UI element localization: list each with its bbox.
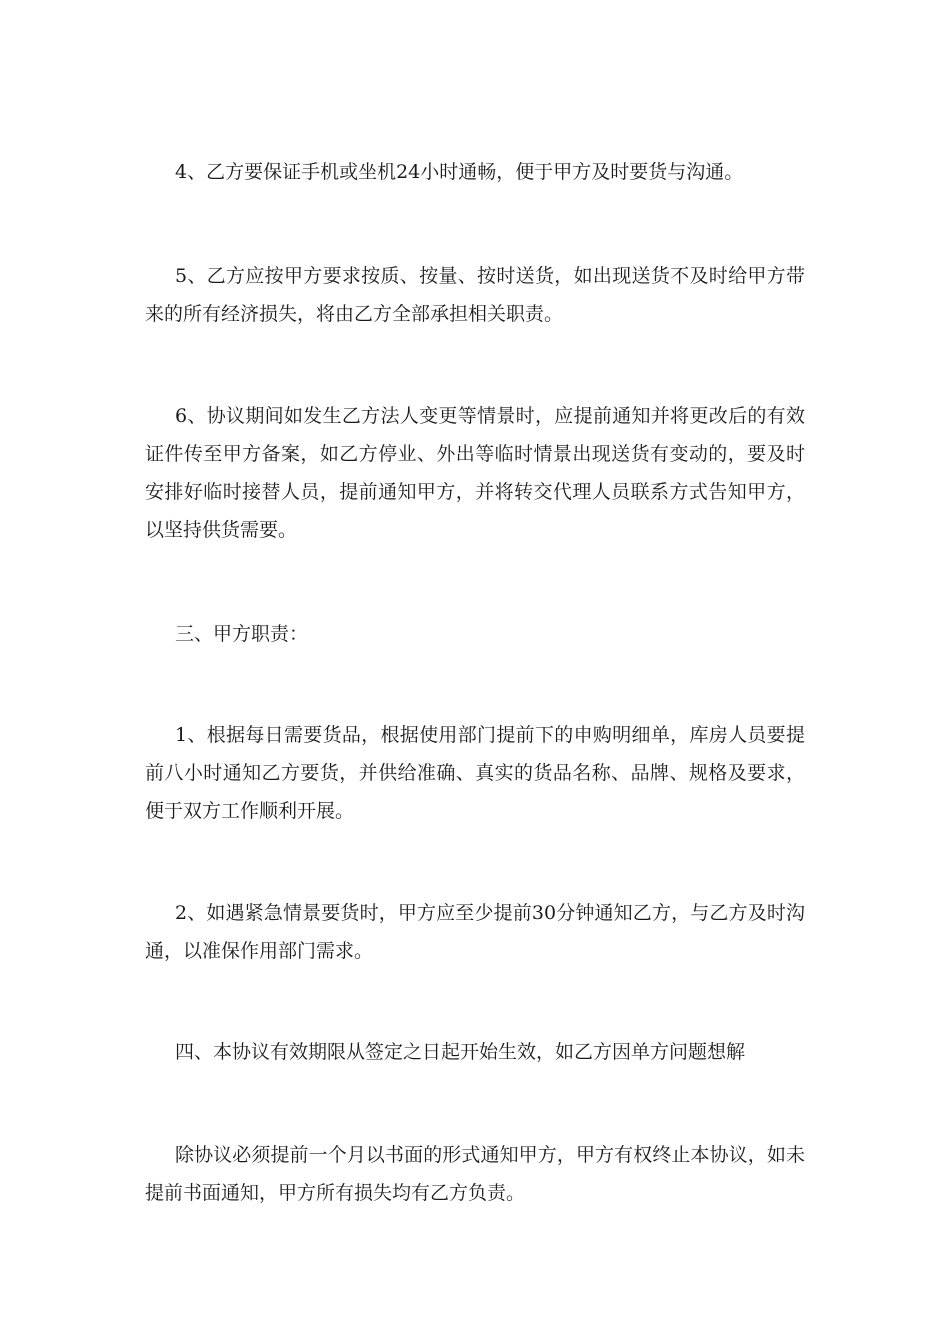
section-4-validity: 四、本协议有效期限从签定之日起开始生效，如乙方因单方问题想解 <box>175 1041 746 1063</box>
clause-6-party-b-changes: 6、协议期间如发生乙方法人变更等情景时，应提前通知并将更改后的有效证件传至甲方备案，如乙方停业、外出等临时情景出现送货有变动的，要及时安排好临时接替人员，提前通知甲方，并将转交代理人员联系方式告知甲方，以坚持供货需要。 <box>145 405 805 541</box>
clause-2-party-a-urgent: 2、如遇紧急情景要货时，甲方应至少提前30分钟通知乙方，与乙方及时沟通，以准保作用部门需求。 <box>145 902 805 962</box>
clause-4-party-b-phone: 4、乙方要保证手机或坐机24小时通畅，便于甲方及时要货与沟通。 <box>175 161 744 183</box>
section-4-termination: 除协议必须提前一个月以书面的形式通知甲方，甲方有权终止本协议，如未提前书面通知，甲方所有损失均有乙方负责。 <box>145 1144 805 1204</box>
section-3-heading: 三、甲方职责： <box>175 623 309 645</box>
clause-5-party-b-delivery: 5、乙方应按甲方要求按质、按量、按时送货，如出现送货不及时给甲方带来的所有经济损失，将由乙方全部承担相关职责。 <box>145 265 805 325</box>
clause-1-party-a-ordering: 1、根据每日需要货品，根据使用部门提前下的申购明细单，库房人员要提前八小时通知乙方要货，并供给准确、真实的货品名称、品牌、规格及要求，便于双方工作顺利开展。 <box>145 724 805 822</box>
